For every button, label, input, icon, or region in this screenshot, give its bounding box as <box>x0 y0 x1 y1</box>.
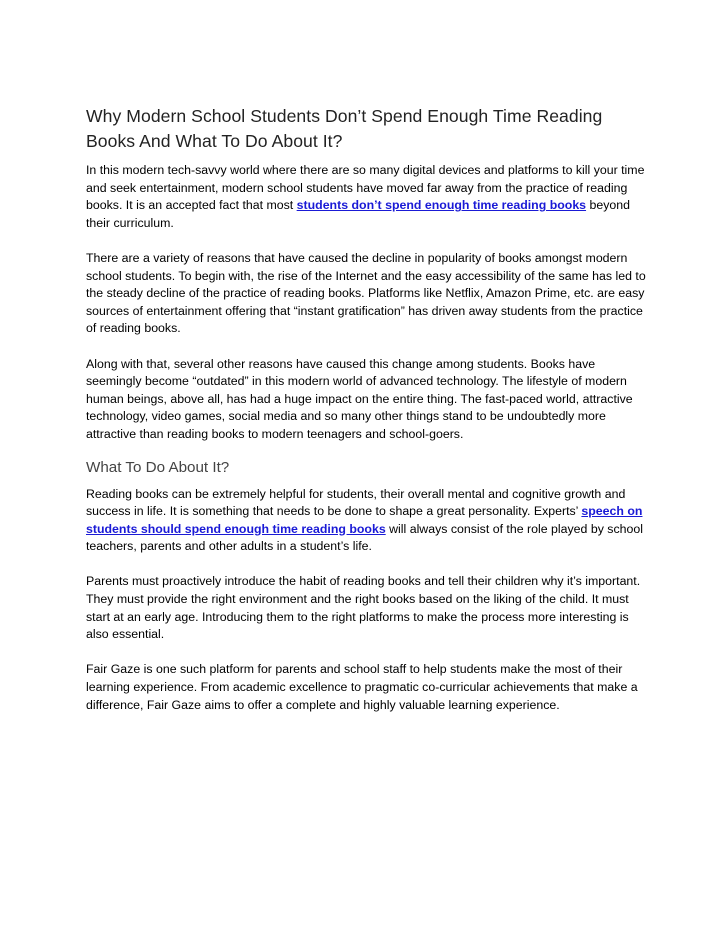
intro-paragraph <box>86 162 646 232</box>
experts-paragraph <box>86 486 646 556</box>
reasons-paragraph: There are a variety of reasons that have caused the decline in popularity of books amongst modern school students. To begin with, the rise of the Internet and the easy accessibility of the same has led to the steady decline of the practice of reading books. Platforms like Netflix, Amazon Prime, etc. are easy sources of entertainment offering that “instant gratification” has driven away students from the practice of reading books. <box>86 250 646 336</box>
reading-books-link[interactable]: students don’t spend enough time reading books <box>296 198 587 213</box>
intro-text-before: In this modern tech-savvy world where there are so many digital devices and platforms to kill your time and seek entertainment, modern school students have moved far away from the practice of reading books. It is an accepted fact that most <box>86 163 645 213</box>
experts-text-after: will always consist of the role played by school teachers, parents and other adults in a student’s life. <box>86 521 643 554</box>
intro-text-after: beyond their curriculum. <box>86 198 630 230</box>
document-page <box>86 104 646 714</box>
parents-paragraph: Parents must proactively introduce the habit of reading books and tell their children why it’s important. They must provide the right environment and the right books based on the liking of the child. It must start at an early age. Introducing them to the right platforms to make the process more interesting is also essential. <box>86 574 641 642</box>
section-heading: What To Do About It? <box>86 458 230 476</box>
speech-link[interactable]: speech on students should spend enough time reading books <box>86 504 643 536</box>
other-reasons-paragraph: Along with that, several other reasons have caused this change among students. Books have seemingly become “outdated” in this modern world of advanced technology. The lifestyle of modern human beings, above all, has had a huge impact on the entire thing. The fast-paced world, attractive technology, video games, social media and so many other things stand to be undoubtedly more attractive than reading books to modern teenagers and school-goers. <box>86 356 633 441</box>
experts-text-before: Reading books can be extremely helpful for students, their overall mental and cognitive growth and success in life. It is something that needs to be done to shape a great personality. Experts’ <box>86 486 626 519</box>
fair-gaze-paragraph: Fair Gaze is one such platform for parents and school staff to help students make the most of their learning experience. From academic excellence to pragmatic co-curricular achievements that make a difference, Fair Gaze aims to offer a complete and highly valuable learning experience. <box>86 662 638 712</box>
document-title: Why Modern School Students Don’t Spend Enough Time Reading Books And What To Do About It? <box>86 106 603 151</box>
